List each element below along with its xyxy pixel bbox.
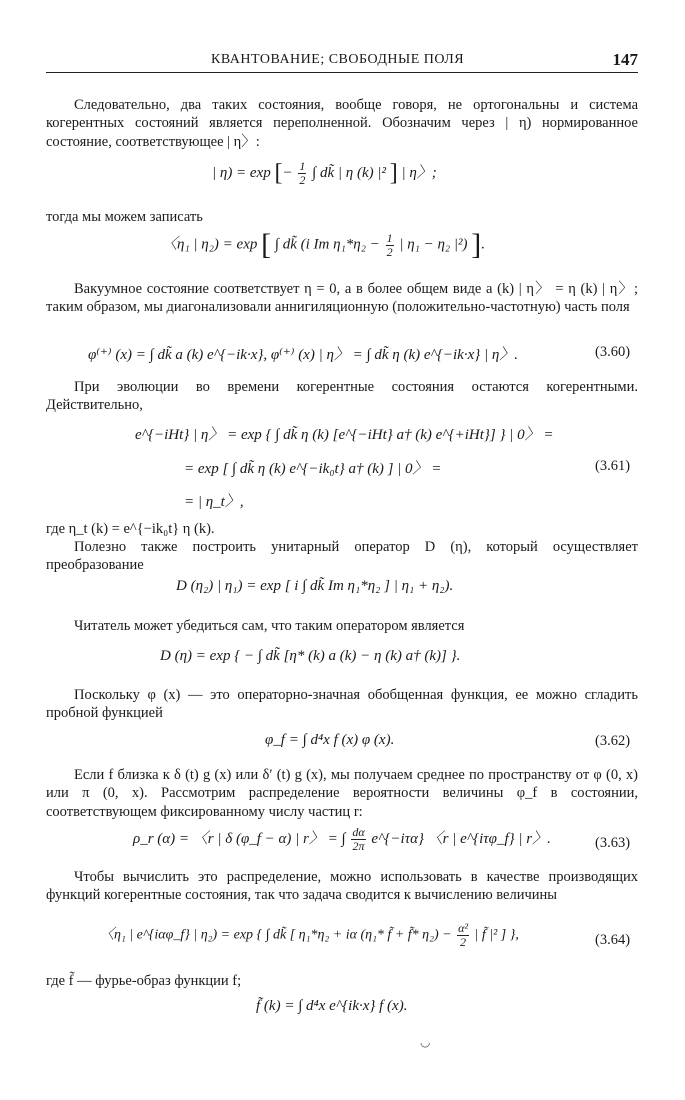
equation-fourier: f̃ (k) = ∫ d⁴x e^{ik·x} f (x). [256,998,408,1014]
equation-overlap: 〈η₁ | η₂) = exp [ ∫ dk̃ (i Im η₁*η₂ − $\frac{1}{2}$ | η₁ − η₂ |²) ]. [162,228,486,261]
equation-number-3-61: (3.61) [595,458,631,474]
equation-3-61-line-2: = exp [ ∫ dk̃ η (k) e^{−ik₀t} a† (k) ] | 0〉 = [184,461,442,477]
equation-3-60: φ⁽⁺⁾ (x) = ∫ dk̃ a (k) e^{−ik·x}, φ⁽⁺⁾ (x) | η〉 = ∫ dk̃ η (k) e^{−ik·x} | η〉. [88,347,519,363]
paragraph-2: тогда мы можем записать [46,209,203,225]
running-title: КВАНТОВАНИЕ; СВОБОДНЫЕ ПОЛЯ [211,52,465,67]
page-number: 147 [612,50,638,69]
page-header [46,50,638,73]
paragraph-11: где f̃ — фурье-образ функции f; [46,973,242,989]
equation-3-64: 〈η₁ | e^{iαφ_f} | η₂) = exp { ∫ dk̃ [ η₁*η₂ + iα (η₁* f̃ + f̃* η₂) − $\frac{\text{α²}}{2}$ | f̃ |² ] }, [100,921,519,949]
equation-3-61-line-3: = | η_t〉, [184,494,244,510]
equation-normalized-state: | η) = exp [− $\frac{1}{2}$ ∫ dk̃ | η (k) |² ] | η〉; [212,159,437,187]
paragraph-9: Если f близка к δ (t) g (x) или δ′ (t) g (x), мы получаем среднее по пространству от φ (0, x) или π (0, x). Рассмотрим распределение вероятности величины φ_f в состоянии, соответствующем фиксированному числу частиц r: [46,767,638,820]
equation-number-3-63: (3.63) [595,835,631,851]
equation-number-3-60: (3.60) [595,344,631,360]
paragraph-10: Чтобы вычислить это распределение, можно использовать в качестве производящих функций когерентные состояния, так что задача сводится к вычислению величины [46,869,638,904]
paragraph-4: При эволюции во времени когерентные состояния остаются когерентными. Действительно, [46,379,638,414]
equation-number-3-64: (3.64) [595,932,631,948]
equation-3-61-line-1: e^{−iHt} | η〉 = exp { ∫ dk̃ η (k) [e^{−iHt} a† (k) e^{+iHt}] } | 0〉 = [135,427,554,443]
paragraph-5: где η_t (k) = e^{−ik₀t} η (k). [46,521,215,537]
paragraph-8: Поскольку φ (x) — это операторно-значная обобщенная функция, ее можно сгладить пробной функцией [46,687,638,722]
equation-D-transform: D (η₂) | η₁) = exp [ i ∫ dk̃ Im η₁*η₂ ] | η₁ + η₂). [176,578,454,594]
footer-mark: ◡ [420,1035,431,1049]
equation-3-62: φ_f = ∫ d⁴x f (x) φ (x). [265,732,395,748]
equation-3-63: ρ_r (α) = 〈r | δ (φ_f − α) | r〉 = ∫ $\frac{d\alpha}{2\pi}$ e^{−iτα} 〈r | e^{iτφ_f} | r〉. [133,825,551,853]
paragraph-7: Читатель может убедиться сам, что таким оператором является [74,618,465,634]
paragraph-6: Полезно также построить унитарный оператор D (η), который осуществляет преобразование [46,539,638,574]
equation-D-operator: D (η) = exp { − ∫ dk̃ [η* (k) a (k) − η (k) a† (k)] }. [160,648,461,664]
paragraph-1: Следовательно, два таких состояния, вообще говоря, не ортогональны и система когерентных состояний является переполненной. Обозначим через | η) нормированное состояние, соответствующее | η〉: [46,97,638,150]
equation-number-3-62: (3.62) [595,733,631,749]
paragraph-3: Вакуумное состояние соответствует η = 0, а в более общем виде a (k) | η〉 = η (k) | η〉; таким образом, мы диагонализовали аннигиляционную (положительно-частотную) часть поля [46,281,638,316]
